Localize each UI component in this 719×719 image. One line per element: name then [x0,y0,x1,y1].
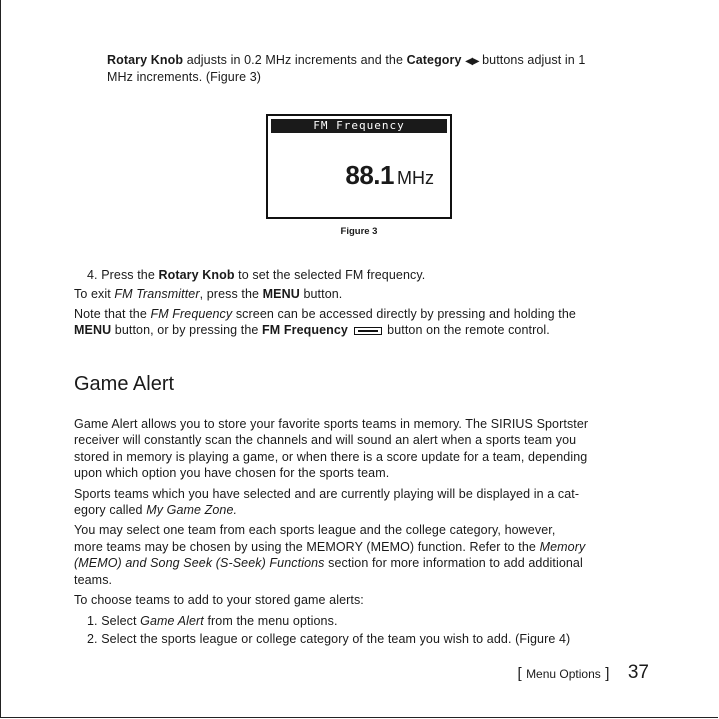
fm-frequency-button-icon [354,327,382,335]
step-text: Select [101,614,137,628]
step-text: Press the [101,268,155,282]
page-footer [517,662,649,684]
fm-frequency-term: FM Frequency [150,307,233,321]
rotary-knob-term: Rotary Knob [158,268,235,282]
step-text: to set the selected FM frequency. [238,268,426,282]
paragraph-text: section for more information to add additional [328,556,583,570]
footer-bracket: [ [517,665,522,682]
footer-section-name: Menu Options [526,667,601,681]
menu-term: MENU [74,323,112,337]
memory-section-term: (MEMO) and Song Seek (S-Seek) Functions [74,556,325,570]
intro-text: buttons adjust in 1 [482,53,586,67]
paragraph-text: more teams may be chosen by using the MEMORY (MEMO) function. Refer to the [74,540,536,554]
frequency-unit: MHz [397,168,434,188]
rotary-knob-term: Rotary Knob [107,53,184,67]
note-line-2 [74,322,550,339]
paragraph-text: egory called [74,503,143,517]
paragraph-line [74,539,585,556]
frequency-readout [345,160,434,191]
step-number: 2. [87,632,98,646]
note-text: screen can be accessed directly by pressing and holding the [235,307,576,321]
intro-line-1 [107,52,585,70]
paragraph-line [74,555,583,572]
note-text: button, or by pressing the [114,323,259,337]
paragraph-line: Game Alert allows you to store your favorite sports teams in memory. The SIRIUS Sportster [74,417,589,431]
fm-frequency-screen [266,114,452,219]
exit-text: button. [303,287,343,301]
step-number: 4. [87,268,98,282]
frequency-value: 88.1 [345,160,394,190]
step-4 [87,267,425,284]
paragraph-line: upon which option you have chosen for the sports team. [74,466,390,480]
note-text: button on the remote control. [387,323,550,337]
paragraph-line [74,502,237,519]
note-line-1 [74,306,576,323]
paragraph-line: To choose teams to add to your stored game alerts: [74,593,364,607]
paragraph-line: stored in memory is playing a game, or when there is a score update for a team, depending [74,450,588,464]
fm-frequency-term: FM Frequency [262,323,348,337]
figure-caption: Figure 3 [340,226,378,237]
step-number: 1. [87,614,98,628]
exit-text: , press the [199,287,260,301]
intro-line-2: MHz increments. (Figure 3) [107,70,262,84]
paragraph-line: teams. [74,573,113,587]
my-game-zone-term: My Game Zone. [146,503,238,517]
left-right-arrows-icon: ◀▶ [465,56,479,67]
menu-term: MENU [262,287,300,301]
exit-text: To exit [74,287,111,301]
exit-instruction [74,286,342,303]
footer-bracket: ] [605,665,610,682]
step-2 [87,631,570,648]
fm-transmitter-term: FM Transmitter [114,287,200,301]
step-1 [87,613,338,630]
paragraph-line: receiver will constantly scan the channels and will sound an alert when a sports team you [74,433,577,447]
intro-text: adjusts in 0.2 MHz increments and the [186,53,403,67]
paragraph-line: You may select one team from each sports league and the college category, however, [74,523,556,537]
step-text: Select the sports league or college category of the team you wish to add. (Figure 4) [101,632,571,646]
step-text: from the menu options. [207,614,338,628]
note-text: Note that the [74,307,147,321]
memory-section-term: Memory [539,540,586,554]
section-heading: Game Alert [74,373,175,395]
paragraph-line: Sports teams which you have selected and are currently playing will be displayed in a cat- [74,487,580,501]
screen-title-bar: FM Frequency [271,119,447,133]
game-alert-term: Game Alert [140,614,204,628]
page-number: 37 [627,662,649,683]
category-term: Category [406,53,462,67]
